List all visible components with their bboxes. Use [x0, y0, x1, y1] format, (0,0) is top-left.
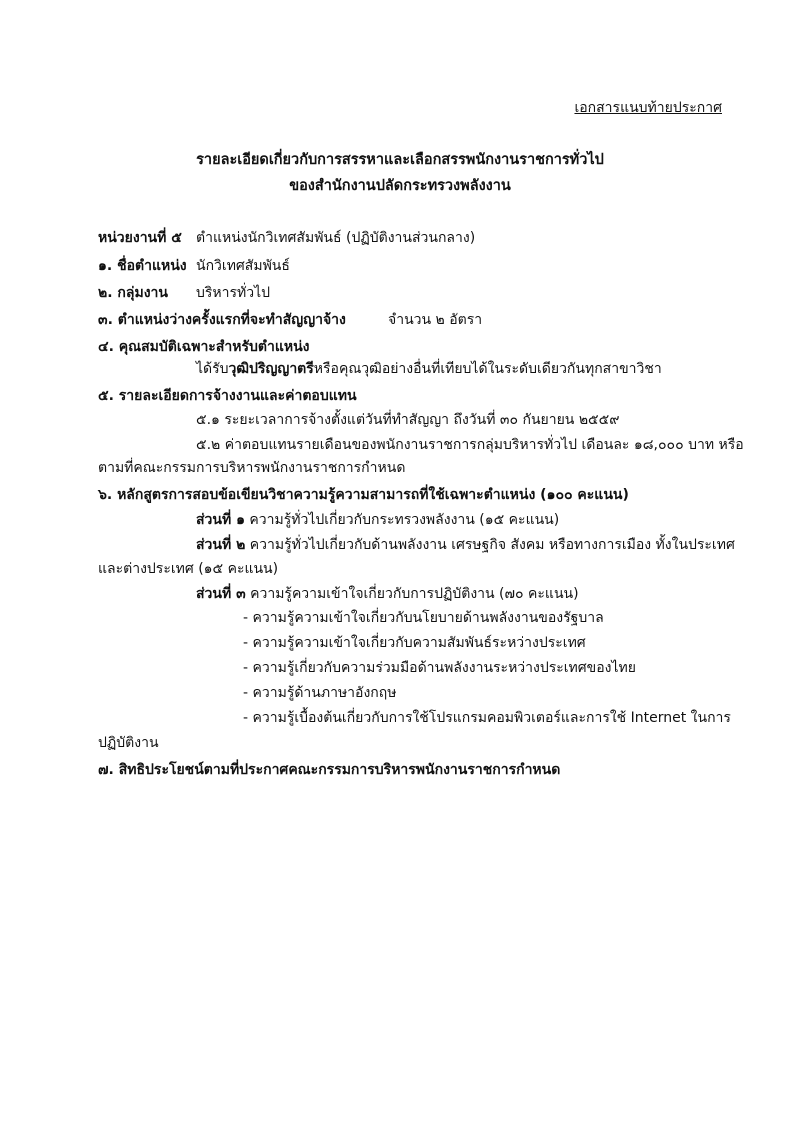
qualification-degree: วุฒิปริญญาตรี: [228, 361, 314, 377]
exam-part-3-label: ส่วนที่ ๓: [196, 586, 246, 602]
benefits-label: ๗. สิทธิประโยชน์ตามที่ประกาศคณะกรรมการบริหารพนักงานราชการกำหนด: [98, 762, 561, 778]
group-label: ๒. กลุ่มงาน: [98, 285, 168, 301]
exam-bullet-cont: ปฏิบัติงาน: [98, 735, 159, 751]
exam-bullet: - ความรู้ความเข้าใจเกี่ยวกับความสัมพันธ์ระหว่างประเทศ: [243, 635, 586, 651]
employment-item-1: ๕.๑ ระยะเวลาการจ้างตั้งแต่วันที่ทำสัญญา ถึงวันที่ ๓๐ กันยายน ๒๕๕๙: [196, 412, 620, 428]
employment-item-2-cont: ตามที่คณะกรรมการบริหารพนักงานราชการกำหนด: [98, 460, 406, 476]
qualification-text-post: หรือคุณวุฒิอย่างอื่นที่เทียบได้ในระดับเดียวกันทุกสาขาวิชา: [313, 361, 662, 377]
exam-bullet: - ความรู้ด้านภาษาอังกฤษ: [243, 685, 397, 701]
qualification-text: [196, 359, 662, 379]
exam-part-1-label: ส่วนที่ ๑: [196, 512, 245, 528]
document-title-line2: ของสำนักงานปลัดกระทรวงพลังงาน: [289, 178, 511, 194]
exam-bullet: - ความรู้เบื้องต้นเกี่ยวกับการใช้โปรแกรมคอมพิวเตอร์และการใช้ Internet ในการ: [243, 710, 731, 726]
exam-bullet: - ความรู้ความเข้าใจเกี่ยวกับนโยบายด้านพลังงานของรัฐบาล: [243, 610, 604, 626]
exam-part-2-text: ความรู้ทั่วไปเกี่ยวกับด้านพลังงาน เศรษฐกิจ สังคม หรือทางการเมือง ทั้งในประเทศ: [249, 537, 735, 553]
qualification-text-pre: ได้รับ: [196, 361, 229, 377]
employment-item-2: ๕.๒ ค่าตอบแทนรายเดือนของพนักงานราชการกลุ่มบริหารทั่วไป เดือนละ ๑๘,๐๐๐ บาท หรือ: [196, 437, 744, 453]
employment-label: ๕. รายละเอียดการจ้างงานและค่าตอบแทน: [98, 388, 357, 404]
exam-part-2-cont: และต่างประเทศ (๑๕ คะแนน): [98, 561, 279, 577]
exam-label: ๖. หลักสูตรการสอบข้อเขียนวิชาความรู้ความสามารถที่ใช้เฉพาะตำแหน่ง (๑๐๐ คะแนน): [98, 487, 629, 503]
exam-part-3-text: ความรู้ความเข้าใจเกี่ยวกับการปฏิบัติงาน (๗๐ คะแนน): [250, 586, 579, 602]
exam-part-3: [196, 584, 579, 604]
document-title-line1: รายละเอียดเกี่ยวกับการสรรหาและเลือกสรรพนักงานราชการทั่วไป: [196, 152, 604, 168]
position-label: ๑. ชื่อตำแหน่ง: [98, 258, 187, 274]
attachment-reference: เอกสารแนบท้ายประกาศ: [574, 100, 722, 116]
vacancy-value: จำนวน ๒ อัตรา: [388, 312, 483, 328]
position-value: นักวิเทศสัมพันธ์: [196, 258, 290, 274]
unit-label: หน่วยงานที่ ๕: [98, 230, 182, 246]
exam-part-1-text: ความรู้ทั่วไปเกี่ยวกับกระทรวงพลังงาน (๑๕ คะแนน): [249, 512, 560, 528]
group-value: บริหารทั่วไป: [196, 285, 271, 301]
exam-part-2-label: ส่วนที่ ๒: [196, 537, 246, 553]
exam-part-2: [196, 535, 735, 555]
unit-value: ตำแหน่งนักวิเทศสัมพันธ์ (ปฏิบัติงานส่วนกลาง): [196, 230, 476, 246]
exam-bullet: - ความรู้เกี่ยวกับความร่วมมือด้านพลังงานระหว่างประเทศของไทย: [243, 660, 636, 676]
exam-part-1: [196, 510, 559, 530]
qualification-label: ๔. คุณสมบัติเฉพาะสำหรับตำแหน่ง: [98, 339, 310, 355]
vacancy-label: ๓. ตำแหน่งว่างครั้งแรกที่จะทำสัญญาจ้าง: [98, 312, 346, 328]
